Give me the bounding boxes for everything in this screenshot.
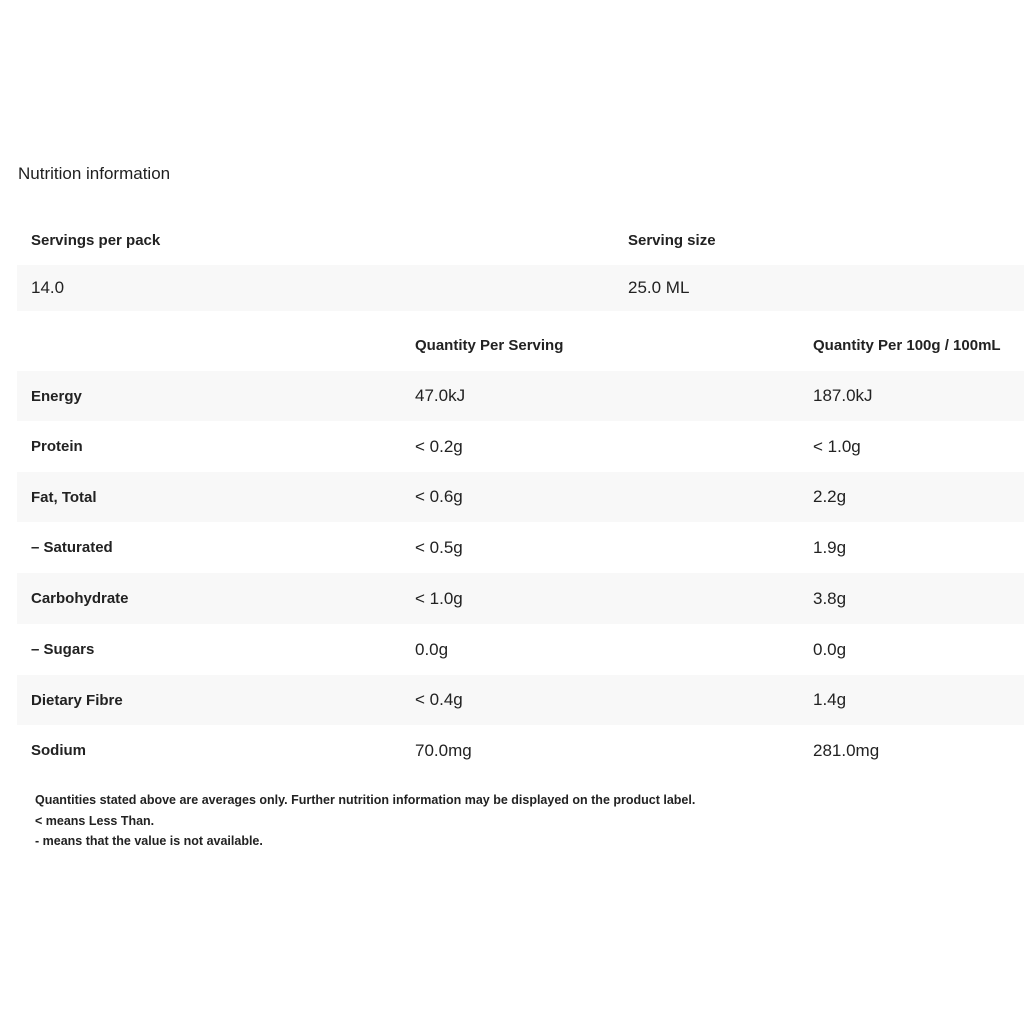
per-100-value: 3.8g — [813, 588, 847, 608]
nutrient-name: – Saturated — [31, 539, 113, 556]
table-row — [17, 472, 1024, 522]
per-serving-value: < 0.5g — [415, 537, 463, 557]
column-header-per-100: Quantity Per 100g / 100mL — [813, 336, 1001, 354]
table-row — [17, 624, 1024, 675]
per-serving-value: < 0.4g — [415, 690, 463, 709]
per-100-value: 281.0mg — [813, 740, 880, 760]
per-serving-value: 47.0kJ — [415, 386, 466, 405]
footnote-averages: Quantities stated above are averages only. Further nutrition information may be displayed on the product label. — [35, 793, 696, 807]
per-serving-value: < 0.2g — [415, 436, 463, 456]
serving-size-value: 25.0 ML — [628, 278, 690, 297]
servings-per-pack-label: Servings per pack — [31, 231, 161, 249]
nutrient-name: Protein — [31, 438, 83, 455]
nutrient-name: – Sugars — [31, 641, 95, 658]
per-serving-value: 70.0mg — [415, 740, 472, 760]
table-row — [17, 421, 1024, 472]
page-title: Nutrition information — [18, 164, 171, 183]
per-100-value: < 1.0g — [813, 436, 861, 456]
per-100-value: 1.9g — [813, 537, 847, 557]
per-100-value: 2.2g — [813, 487, 847, 506]
servings-value-row — [17, 265, 1024, 311]
per-100-value: 1.4g — [813, 690, 847, 709]
per-serving-value: < 1.0g — [415, 588, 463, 608]
nutrient-name: Sodium — [31, 742, 86, 759]
table-row — [17, 522, 1024, 573]
per-serving-value: < 0.6g — [415, 487, 463, 506]
nutrient-name: Energy — [31, 387, 82, 405]
footnotes — [35, 790, 695, 852]
table-row — [17, 725, 1024, 776]
servings-per-pack-value: 14.0 — [31, 278, 65, 297]
per-serving-value: 0.0g — [415, 639, 449, 659]
table-row — [17, 675, 1024, 725]
table-row — [17, 371, 1024, 421]
servings-header-row — [17, 215, 1024, 265]
serving-size-label: Serving size — [628, 231, 716, 249]
per-100-value: 187.0kJ — [813, 386, 873, 405]
nutrient-name: Fat, Total — [31, 488, 97, 506]
per-100-value: 0.0g — [813, 639, 847, 659]
table-row — [17, 573, 1024, 624]
footnote-less-than: < means Less Than. — [35, 813, 155, 828]
nutrient-name: Carbohydrate — [31, 590, 129, 607]
nutrient-name: Dietary Fibre — [31, 691, 123, 709]
column-header-per-serving: Quantity Per Serving — [415, 336, 564, 354]
footnote-not-available: - means that the value is not available. — [35, 834, 263, 848]
column-header-row — [17, 320, 1024, 370]
